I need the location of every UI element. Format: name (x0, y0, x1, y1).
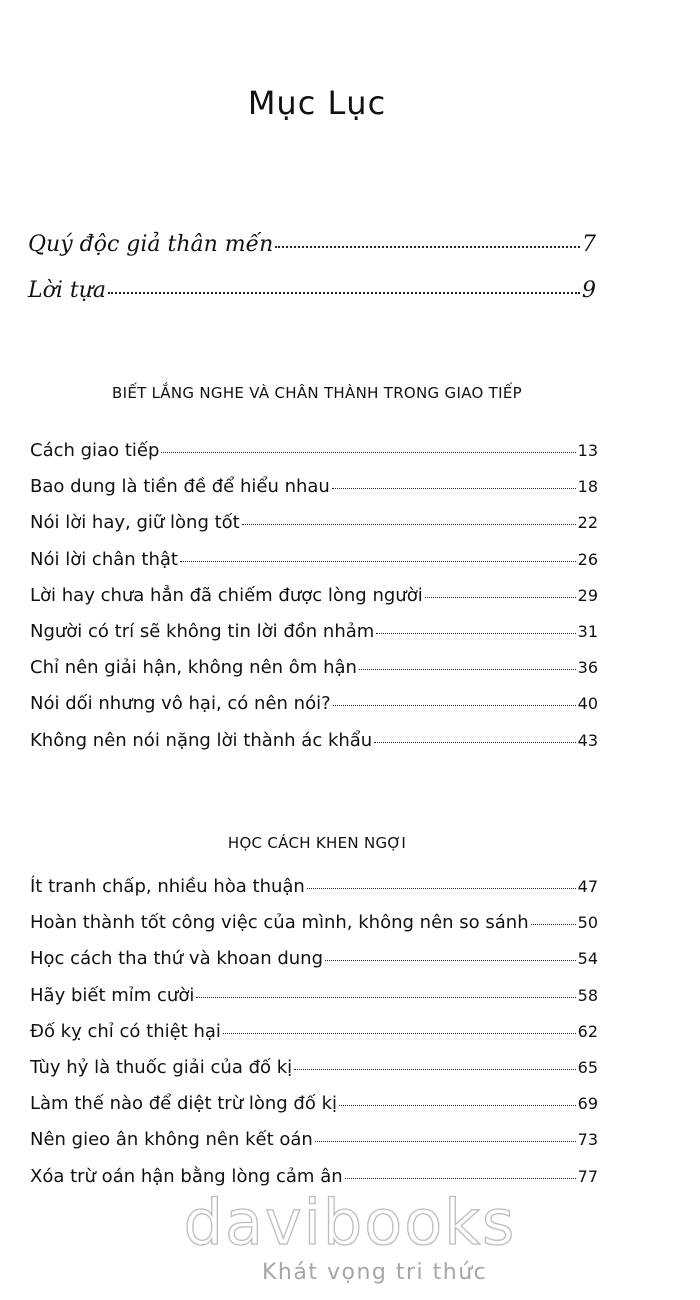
toc-title: Đố kỵ chỉ có thiệt hại (30, 1020, 221, 1042)
toc-page: 50 (577, 913, 598, 933)
section-heading: HỌC CÁCH KHEN NGỢI (227, 834, 407, 852)
dot-leader (315, 1141, 576, 1142)
toc-row[interactable] (30, 948, 598, 984)
toc-title: Cách giao tiếp (30, 440, 160, 461)
dot-leader (333, 705, 576, 706)
intro-list (28, 232, 596, 324)
dot-leader (345, 1178, 576, 1179)
toc-page: 65 (577, 1057, 598, 1077)
toc-title: Học cách tha thứ và khoan dung (30, 948, 324, 970)
toc-title: Bao dung là tiền đề để hiểu nhau (30, 476, 330, 498)
dot-leader (275, 246, 580, 248)
toc-title: Nên gieo ân không nên kết oán (30, 1129, 313, 1151)
toc-row[interactable] (30, 693, 598, 729)
toc-title: Xóa trừ oán hận bằng lòng cảm ân (30, 1165, 343, 1187)
toc-row[interactable] (30, 657, 598, 693)
dot-leader (376, 633, 575, 634)
toc-row[interactable] (30, 730, 598, 766)
toc-title: Lời tựa (28, 278, 107, 303)
toc-row[interactable] (28, 232, 596, 278)
toc-page: 26 (577, 549, 598, 569)
toc-page: 62 (577, 1021, 598, 1041)
dot-leader (374, 742, 575, 743)
section-heading: BIẾT LẮNG NGHE VÀ CHÂN THÀNH TRONG GIAO TIẾP (112, 384, 522, 402)
dot-leader (242, 524, 576, 525)
dot-leader (223, 1033, 576, 1034)
toc-row[interactable] (30, 1093, 598, 1129)
watermark-brand: davibooks (183, 1186, 517, 1259)
toc-row[interactable] (30, 1129, 598, 1165)
toc-page: 58 (577, 985, 598, 1005)
toc-title: Tùy hỷ là thuốc giải của đố kị (30, 1056, 293, 1078)
toc-row[interactable] (30, 1057, 598, 1093)
dot-leader (339, 1105, 576, 1106)
dot-leader (359, 669, 576, 670)
toc-row[interactable] (30, 440, 598, 476)
toc-row[interactable] (30, 985, 598, 1021)
toc-row[interactable] (30, 621, 598, 657)
toc-page: 22 (577, 513, 598, 533)
toc-page: 7 (582, 232, 596, 257)
toc-list (30, 876, 598, 1202)
toc-page: 54 (577, 949, 598, 969)
toc-page: 9 (582, 278, 596, 303)
dot-leader (108, 292, 580, 294)
toc-list (30, 440, 598, 766)
toc-row[interactable] (30, 1021, 598, 1057)
toc-title: Nói dối nhưng vô hại, có nên nói? (30, 693, 331, 715)
toc-row[interactable] (30, 876, 598, 912)
toc-title: Nói lời hay, giữ lòng tốt (30, 512, 240, 534)
dot-leader (425, 597, 576, 598)
toc-page: 47 (577, 877, 598, 896)
dot-leader (161, 452, 575, 453)
toc-page: 31 (577, 621, 598, 641)
toc-title: Nói lời chân thật (30, 548, 178, 570)
toc-title: Người có trí sẽ không tin lời đồn nhảm (30, 620, 375, 642)
dot-leader (332, 488, 576, 489)
toc-title: Quý độc giả thân mến (28, 232, 274, 257)
toc-page: 29 (577, 585, 598, 605)
dot-leader (307, 888, 576, 889)
dot-leader (325, 960, 576, 961)
toc-page: 18 (577, 477, 598, 497)
toc-title: Hoàn thành tốt công việc của mình, không nên so sánh (30, 912, 529, 934)
dot-leader (180, 561, 576, 562)
toc-page: 43 (577, 730, 598, 750)
toc-row[interactable] (30, 912, 598, 948)
toc-page: 36 (577, 658, 598, 678)
toc-page: 73 (577, 1130, 598, 1150)
toc-page: 13 (577, 441, 598, 460)
dot-leader (294, 1069, 575, 1070)
toc-row[interactable] (30, 585, 598, 621)
toc-title: Chỉ nên giải hận, không nên ôm hận (30, 657, 357, 679)
page-title: Mục Lục (247, 84, 387, 122)
toc-page: 77 (577, 1166, 598, 1186)
toc-row[interactable] (30, 512, 598, 548)
toc-title: Làm thế nào để diệt trừ lòng đố kị (30, 1093, 337, 1115)
toc-title: Không nên nói nặng lời thành ác khẩu (30, 729, 373, 751)
toc-title: Lời hay chưa hẳn đã chiếm được lòng người (30, 584, 423, 606)
toc-row[interactable] (28, 278, 596, 324)
toc-page: 69 (577, 1094, 598, 1114)
toc-title: Ít tranh chấp, nhiều hòa thuận (30, 876, 305, 897)
dot-leader (196, 997, 575, 998)
toc-row[interactable] (30, 549, 598, 585)
toc-row[interactable] (30, 476, 598, 512)
watermark-tagline: Khát vọng tri thức (262, 1260, 488, 1285)
toc-page: 40 (577, 694, 598, 714)
toc-title: Hãy biết mỉm cười (30, 984, 195, 1006)
dot-leader (531, 924, 576, 925)
